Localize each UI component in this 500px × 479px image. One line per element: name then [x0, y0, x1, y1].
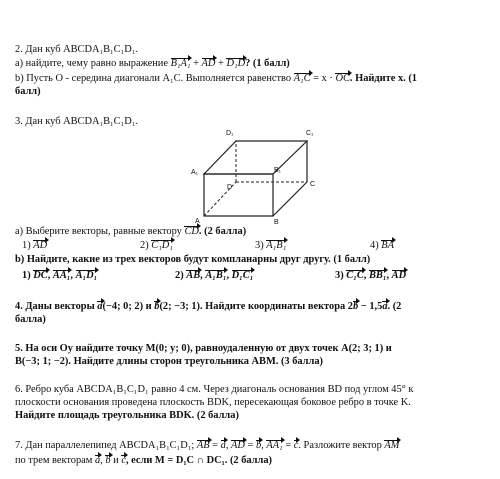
cube-label-b: B — [274, 219, 279, 226]
cube-label-a1: A₁ — [191, 169, 199, 176]
cube-top-face — [204, 141, 307, 174]
vector-b1a1: B₁A₁ — [170, 58, 191, 69]
cube-label-d: D — [227, 184, 233, 191]
q3-a-option-3: 3) A₁B₁ — [255, 240, 287, 251]
vector-cd: CD — [184, 226, 199, 237]
cube-label-a: A — [195, 218, 200, 225]
q5-line-2: B(−3; 1; −2). Найдите длины сторон треугольника ABM. (3 балла) — [15, 356, 323, 367]
q3-part-b: b) Найдите, какие из трех векторов будут компланарны друг другу. (1 балл) — [15, 254, 371, 265]
q2-title: 2. Дан куб ABCDA₁B₁C₁D₁. — [15, 44, 138, 55]
q3-b-option-1: 1) DC, AA₁, A₁D₁ — [22, 270, 98, 281]
q3-b-option-3: 3) C₁C, BB₁, AD — [335, 270, 407, 281]
q4-line-2: балла) — [15, 314, 46, 325]
cube-diagram — [170, 124, 330, 226]
cube-front-face — [204, 174, 273, 216]
q7-line-1: 7. Дан параллелепипед ABCDA₁B₁C₁D₁; AB = a, AD = b, AA₁ = c. Разложите вектор AM — [15, 440, 400, 451]
q7-line-2: по трем векторам a, b и c, если M = D₁C ∩ DC₁. (2 балла) — [15, 455, 272, 466]
q6-line-2: плоскости основания проведена плоскость BDK, пересекающая боковое ребро в точке K. — [15, 397, 411, 408]
q3-title: 3. Дан куб ABCDA₁B₁C₁D₁. — [15, 116, 138, 127]
q5-line-1: 5. На оси Oy найдите точку M(0; y; 0), равноудаленную от двух точек A(2; 3; 1) и — [15, 343, 392, 354]
q2-part-b-cont: балл) — [15, 86, 41, 97]
vector-oc: OC — [335, 73, 350, 84]
q3-part-a: a) Выберите векторы, равные вектору CD. (2 балла) — [15, 226, 247, 237]
cube-edge — [273, 182, 307, 216]
vector-ad: AD — [201, 58, 216, 69]
cube-label-d1: D₁ — [226, 130, 234, 137]
q2-part-a: a) найдите, чему равно выражение B₁A₁ + AD + D₁D? (1 балл) — [15, 58, 290, 69]
q3-b-option-2: 2) AB, A₁B₁, D₁C₁ — [175, 270, 254, 281]
q4-line-1: 4. Даны векторы a(−4; 0; 2) и b(2; −3; 1). Найдите координаты вектора 2b − 1,5a. (2 — [15, 301, 402, 312]
q6-line-3: Найдите площадь треугольника BDK. (2 балла) — [15, 410, 239, 421]
vector-d1d: D₁D — [226, 58, 246, 69]
q6-line-1: 6. Ребро куба ABCDA₁B₁C₁D₁ равно 4 см. Через диагональ основания BD под углом 45° к — [15, 384, 414, 395]
q3-a-option-2: 2) C₁D₁ — [140, 240, 173, 251]
cube-label-b1: B₁ — [274, 167, 282, 174]
vector-a1c: A₁C — [293, 73, 311, 84]
q3-a-option-4: 4) BA — [370, 240, 394, 251]
q3-a-option-1: 1) AD — [22, 240, 48, 251]
q2-part-b: b) Пусть О - середина диагонали A₁C. Выполняется равенство A₁C = x · OC. Найдите x. (1 — [15, 73, 417, 84]
cube-label-c: C — [310, 181, 316, 188]
cube-label-c1: C₁ — [306, 130, 314, 137]
